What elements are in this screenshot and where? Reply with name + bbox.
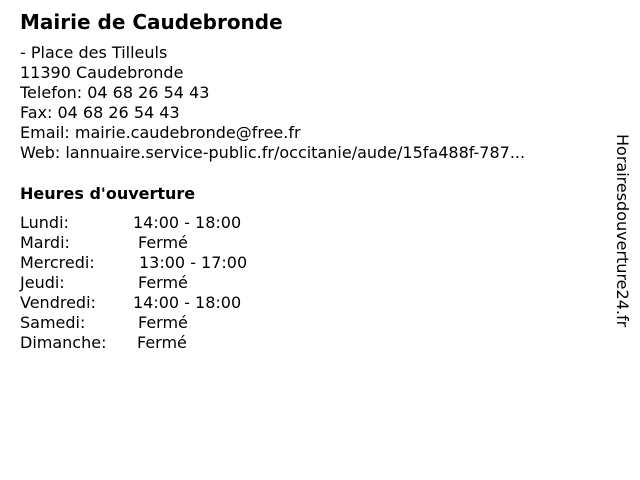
hours-row-monday <box>20 213 247 233</box>
hours-day: Vendredi: <box>20 293 96 312</box>
hours-row-friday <box>20 293 247 313</box>
hours-day: Jeudi: <box>20 273 65 292</box>
hours-row-tuesday <box>20 233 247 253</box>
email-address: Email: mairie.caudebronde@free.fr <box>20 123 301 142</box>
site-watermark: Horairesdouverture24.fr <box>613 134 632 328</box>
hours-time: Fermé <box>137 333 187 352</box>
hours-day: Lundi: <box>20 213 69 232</box>
hours-day: Dimanche: <box>20 333 107 352</box>
hours-day: Samedi: <box>20 313 86 332</box>
hours-time: Fermé <box>138 233 188 252</box>
hours-row-sunday <box>20 333 247 353</box>
hours-time: 13:00 - 17:00 <box>139 253 248 272</box>
phone-number: Telefon: 04 68 26 54 43 <box>20 83 210 102</box>
hours-time: 14:00 - 18:00 <box>133 293 242 312</box>
hours-day: Mardi: <box>20 233 70 252</box>
hours-day: Mercredi: <box>20 253 95 272</box>
opening-hours-table <box>20 213 247 353</box>
hours-time: Fermé <box>138 273 188 292</box>
hours-time: Fermé <box>138 313 188 332</box>
hours-time: 14:00 - 18:00 <box>133 213 242 232</box>
hours-row-saturday <box>20 313 247 333</box>
fax-number: Fax: 04 68 26 54 43 <box>20 103 180 122</box>
page-title: Mairie de Caudebronde <box>20 10 283 34</box>
opening-hours-title: Heures d'ouverture <box>20 184 196 203</box>
website-link: Web: lannuaire.service-public.fr/occitanie/aude/15fa488f-787... <box>20 143 526 162</box>
address-line-city: 11390 Caudebronde <box>20 63 184 82</box>
hours-row-wednesday <box>20 253 247 273</box>
contact-block <box>20 43 525 163</box>
hours-row-thursday <box>20 273 247 293</box>
address-line-street: - Place des Tilleuls <box>20 43 168 62</box>
